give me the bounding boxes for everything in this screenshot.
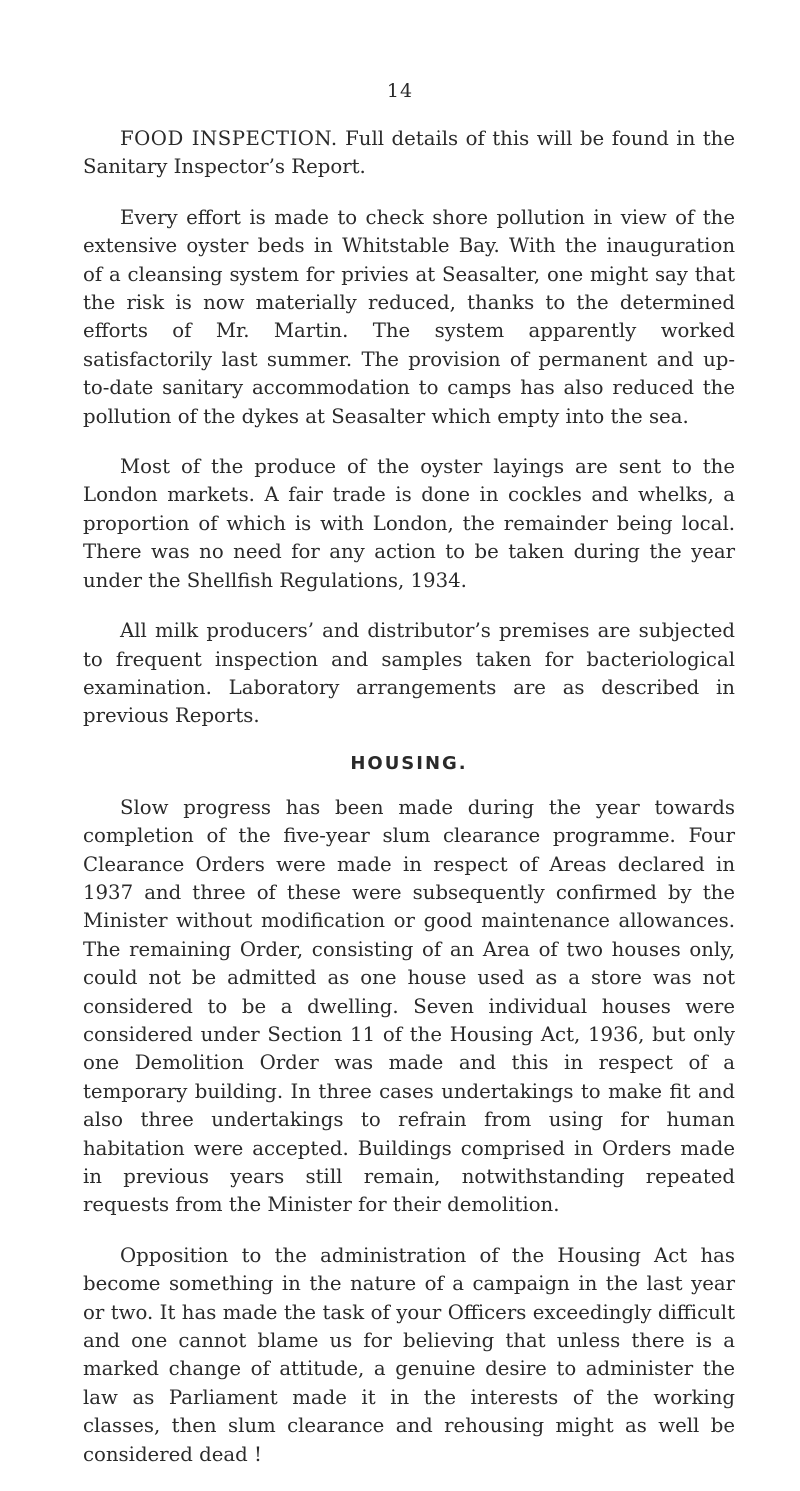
oyster-produce-paragraph: Most of the produce of the oyster layings are sent to the London markets. A fair trade is done in cockles and whelks, a proportion of which is with London, the remainder being local. There was no need for any action to be taken during the year under the Shellfish Regulations, 1934.: [83, 455, 735, 592]
food-inspection-paragraph: [83, 125, 735, 182]
milk-premises-paragraph: All milk producers’ and distributor’s premises are subjected to frequent inspection and samples taken for bacteriological examination. Laboratory arrangements are as described in previous Reports.: [83, 619, 735, 728]
food-inspection-lead: FOOD INSPECTION.: [120, 127, 338, 150]
food-inspection-text: Full details of this will be found in the Sanitary Inspector’s Report.: [83, 127, 735, 179]
housing-opposition-paragraph: Opposition to the administration of the Housing Act has become something in the nature of a campaign in the last year or two. It has made the task of your Officers exceedingly difficult and one cannot blame us for believing that unless there is a marked change of attitude, a genuine desire to administer the law as Parliament made it in the interests of the working classes, then slum clearance and rehousing might as well be considered dead !: [83, 1243, 735, 1466]
shore-pollution-paragraph: Every effort is made to check shore pollution in view of the extensive oyster beds in Whitstable Bay. With the inauguration of a cleansing system for privies at Seasalter, one might say that the risk is now materially reduced, thanks to the determined efforts of Mr. Martin. The system apparently worked satisfactorily last summer. The provision of permanent and up-to-date sanitary accommodation to camps has also reduced the pollution of the dykes at Seasalter which empty into the sea.: [83, 205, 735, 428]
page-content: [83, 125, 735, 1491]
slum-clearance-paragraph: Slow progress has been made during the year towards completion of the five-year slum clearance programme. Four Clearance Orders were made in respect of Areas declared in 1937 and three of these were subsequently confirmed by the Minister without modification or good maintenance allowances. The remaining Order, consisting of an Area of two houses only, could not be admitted as one house used as a store was not considered to be a dwelling. Seven individual houses were considered under Section 11 of the Housing Act, 1936, but only one Demolition Order was made and this in respect of a temporary building. In three cases undertakings to make fit and also three undertakings to refrain from using for human habitation were accepted. Buildings comprised in Orders made in previous years still remain, notwithstanding repeated requests from the Minister for their demolition.: [83, 795, 735, 1217]
housing-heading: HOUSING.: [350, 752, 468, 774]
page-number: 14: [386, 80, 414, 102]
